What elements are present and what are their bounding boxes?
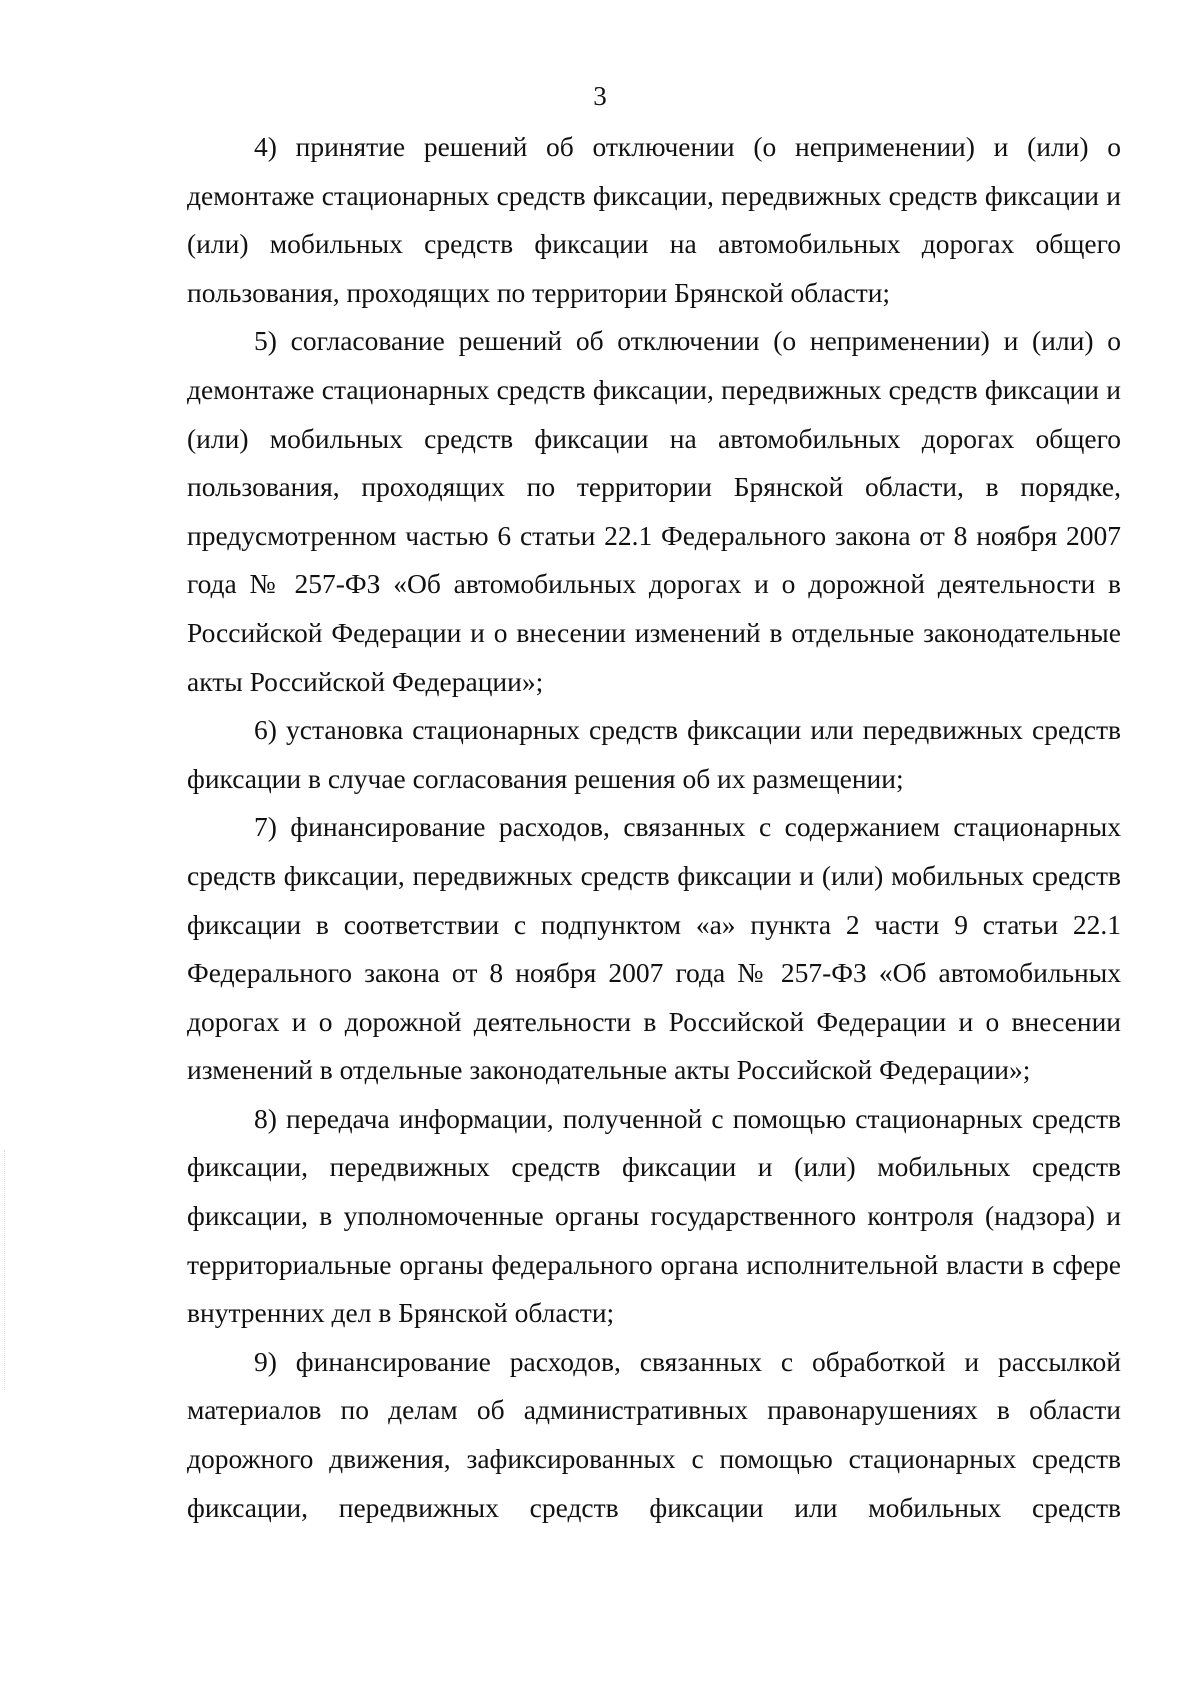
paragraph-item-5: 5) согласование решений об отключении (о неприменении) и (или) о демонтаже стационарных средств фиксации, передвижных средств фиксации и (или) мобильных средств фиксации на автомобильных дорогах общего пользования, проходящих по территории Брянской области, в порядке, предусмотренном частью 6 статьи 22.1 Федерального закона от 8 ноября 2007 года № 257-ФЗ «Об автомобильных дорогах и о дорожной деятельности в Российской Федерации и о внесении изменений в отдельные законодательные акты Российской Федерации»; <box>187 325 1121 697</box>
document-body <box>187 123 1121 1532</box>
paragraph-item-9: 9) финансирование расходов, связанных с обработкой и рассылкой материалов по делам об административных правонарушениях в области дорожного движения, зафиксированных с помощью стационарных средств фиксации, передвижных средств фиксации или мобильных средств <box>187 1345 1121 1523</box>
paragraph-item-8: 8) передача информации, полученной с помощью стационарных средств фиксации, передвижных средств фиксации и (или) мобильных средств фиксации, в уполномоченные органы государственного контроля (надзора) и территориальные органы федерального органа исполнительной власти в сфере внутренних дел в Брянской области; <box>187 1102 1121 1329</box>
page-number: 3 <box>593 81 607 111</box>
paragraph-item-6: 6) установка стационарных средств фиксации или передвижных средств фиксации в случае согласования решения об их размещении; <box>187 714 1121 794</box>
paragraph-item-7: 7) финансирование расходов, связанных с содержанием стационарных средств фиксации, передвижных средств фиксации и (или) мобильных средств фиксации в соответствии с подпунктом «а» пункта 2 части 9 статьи 22.1 Федерального закона от 8 ноября 2007 года № 257-ФЗ «Об автомобильных дорогах и о дорожной деятельности в Российской Федерации и о внесении изменений в отдельные законодательные акты Российской Федерации»; <box>187 811 1121 1086</box>
scan-edge-marks <box>4 1150 8 1390</box>
paragraph-item-4: 4) принятие решений об отключении (о неприменении) и (или) о демонтаже стационарных средств фиксации, передвижных средств фиксации и (или) мобильных средств фиксации на автомобильных дорогах общего пользования, проходящих по территории Брянской области; <box>187 131 1121 308</box>
